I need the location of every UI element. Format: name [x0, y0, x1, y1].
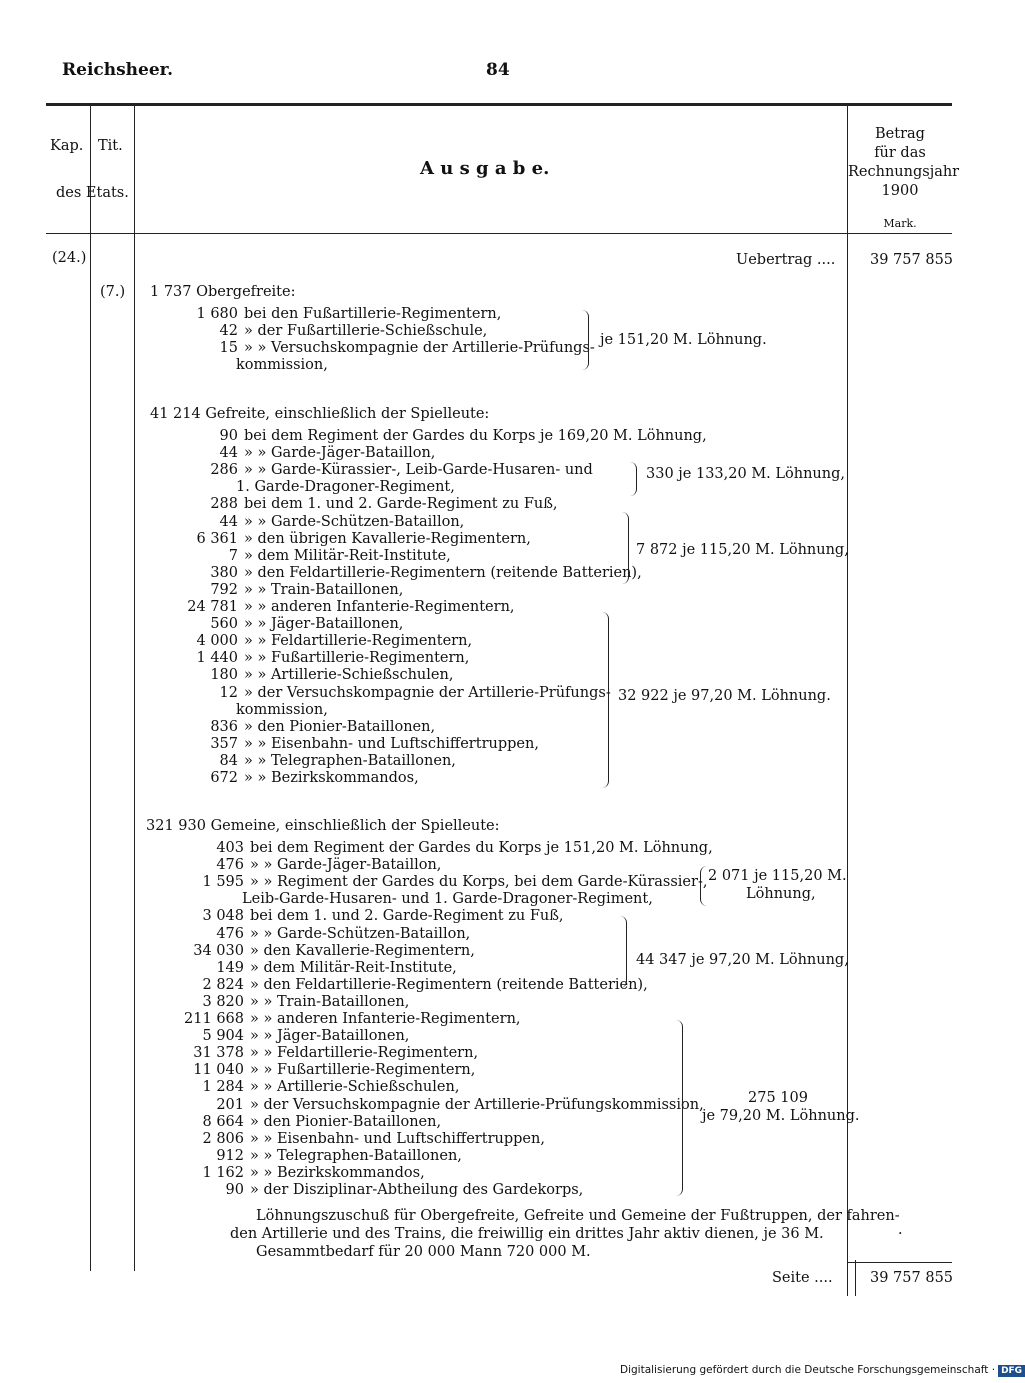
- row-text: » dem Militär-Reit-Institute,: [244, 547, 451, 564]
- row-count: 560: [210, 616, 238, 633]
- row-text: » » Train-Bataillonen,: [244, 581, 404, 598]
- row-count: 4 000: [196, 633, 238, 650]
- gemeine-rate-a2: Löhnung,: [746, 886, 816, 902]
- gefreite-rate-c: 32 922 je 97,20 M. Löhnung.: [618, 688, 831, 704]
- sum-rule: [847, 1262, 952, 1263]
- row-count: 3 048: [202, 908, 244, 925]
- gemeine-rate-a1: 2 071 je 115,20 M.: [708, 868, 847, 884]
- seite-label: Seite ....: [772, 1270, 833, 1286]
- row-text: » der Versuchskompagnie der Artillerie-Prüfungs-: [244, 684, 611, 701]
- row-text: » den Feldartillerie-Regimentern (reitende Batterien),: [250, 976, 648, 993]
- row-text: » den Feldartillerie-Regimentern (reitende Batterien),: [244, 564, 642, 581]
- row-count: 912: [216, 1147, 244, 1164]
- gemeine-heading: 321 930 Gemeine, einschließlich der Spielleute:: [146, 818, 500, 834]
- row-count: 6 361: [196, 530, 238, 547]
- gefreite-rate-b: 7 872 je 115,20 M. Löhnung,: [636, 542, 849, 558]
- row-count: 1 440: [196, 650, 238, 667]
- row-text: » » Telegraphen-Bataillonen,: [244, 752, 456, 769]
- row-count: 286: [210, 462, 238, 479]
- row-text: bei den Fußartillerie-Regimentern,: [244, 306, 502, 322]
- digitization-credit: [620, 1364, 1025, 1377]
- page-number: 84: [486, 60, 510, 80]
- row-text: » der Versuchskompagnie der Artillerie-Prüfungskommission,: [250, 1096, 704, 1113]
- row-text: bei dem 1. und 2. Garde-Regiment zu Fuß,: [250, 908, 564, 925]
- col-divider-kap: [90, 106, 91, 1271]
- header-tit: Tit.: [98, 138, 123, 154]
- header-rule: [46, 233, 952, 234]
- row-text: » » Eisenbahn- und Luftschiffertruppen,: [244, 735, 539, 752]
- row-count: 1 595: [202, 874, 244, 891]
- row-text: » » Bezirkskommandos,: [244, 770, 419, 786]
- row-count: 380: [210, 564, 238, 581]
- running-title: Reichsheer.: [62, 60, 173, 80]
- row-count: 672: [210, 770, 238, 786]
- gemeine-rate-c2: je 79,20 M. Löhnung.: [702, 1108, 860, 1124]
- kap-value: (24.): [52, 250, 87, 266]
- row-count: 180: [210, 667, 238, 684]
- header-ausgabe: A u s g a b e.: [420, 158, 550, 179]
- row-text: » den Kavallerie-Regimentern,: [250, 942, 475, 959]
- gefreite-brace-a: [630, 462, 637, 496]
- header-betrag-2: für das: [874, 145, 926, 161]
- row-count: 44: [219, 445, 238, 462]
- row-text: » » Jäger-Bataillonen,: [250, 1028, 410, 1045]
- row-text: bei dem Regiment der Gardes du Korps je 151,20 M. Löhnung,: [250, 840, 713, 856]
- row-count: 836: [210, 718, 238, 735]
- gemeine-brace-c: [676, 1020, 683, 1196]
- col-divider-amount-2: [855, 1260, 856, 1296]
- row-count: 42: [219, 323, 238, 339]
- gefreite-heading: 41 214 Gefreite, einschließlich der Spielleute:: [150, 406, 490, 422]
- row-count: 476: [216, 925, 244, 942]
- row-count: 90: [219, 428, 238, 444]
- row-count: 12: [219, 684, 238, 701]
- row-text: » » Artillerie-Schießschulen,: [244, 667, 454, 684]
- row-text: » » Telegraphen-Bataillonen,: [250, 1147, 462, 1164]
- row-text: » » Feldartillerie-Regimentern,: [250, 1045, 479, 1062]
- header-mark: Mark.: [883, 217, 917, 230]
- row-text: » den Pionier-Bataillonen,: [244, 718, 436, 735]
- row-count: 403: [216, 840, 244, 856]
- col-divider-tit: [134, 106, 135, 1271]
- row-count: 7: [228, 547, 238, 564]
- zuschuss-line2: den Artillerie und des Trains, die freiwillig ein drittes Jahr aktiv dienen, je 36 M.: [230, 1226, 824, 1242]
- row-count: 1 162: [202, 1164, 244, 1181]
- row-count: 8 664: [202, 1113, 244, 1130]
- row-count: 211 668: [184, 1011, 244, 1027]
- row-text: » den Pionier-Bataillonen,: [250, 1113, 442, 1130]
- row-text: » » Fußartillerie-Regimentern,: [250, 1062, 476, 1079]
- header-betrag-3: Rechnungsjahr: [848, 164, 960, 180]
- header-betrag-4: 1900: [881, 183, 919, 199]
- row-count: 1 284: [202, 1079, 244, 1096]
- row-count: 84: [219, 752, 238, 769]
- row-text: » » Garde-Schützen-Bataillon,: [244, 513, 465, 530]
- row-text: » dem Militär-Reit-Institute,: [250, 959, 457, 976]
- row-text: » » anderen Infanterie-Regimentern,: [244, 599, 515, 615]
- zuschuss-line1: Löhnungszuschuß für Obergefreite, Gefreite und Gemeine der Fußtruppen, der fahren-: [256, 1208, 900, 1224]
- obergefreite-rate: je 151,20 M. Löhnung.: [600, 332, 767, 348]
- row-text: kommission,: [236, 701, 328, 718]
- row-text: » » Jäger-Bataillonen,: [244, 616, 404, 633]
- row-count: 3 820: [202, 993, 244, 1010]
- uebertrag-label: Uebertrag ....: [736, 252, 836, 268]
- row-text: » » Artillerie-Schießschulen,: [250, 1079, 460, 1096]
- row-text: » » Garde-Jäger-Bataillon,: [250, 857, 442, 874]
- row-count: 149: [216, 959, 244, 976]
- row-count: 11 040: [193, 1062, 244, 1079]
- row-count: 792: [210, 581, 238, 598]
- zuschuss-line3: Gesammtbedarf für 20 000 Mann 720 000 M.: [256, 1244, 591, 1260]
- row-count: 288: [210, 496, 238, 513]
- row-text: 1. Garde-Dragoner-Regiment,: [236, 479, 455, 496]
- zuschuss-amount-mark: ·: [898, 1226, 903, 1242]
- gefreite-brace-b: [622, 512, 629, 584]
- row-text: » der Fußartillerie-Schießschule,: [244, 323, 488, 339]
- row-text: » » anderen Infanterie-Regimentern,: [250, 1011, 521, 1027]
- row-count: 201: [216, 1096, 244, 1113]
- row-count: 24 781: [187, 599, 238, 615]
- row-text: » » Train-Bataillonen,: [250, 993, 410, 1010]
- row-text: » » Fußartillerie-Regimentern,: [244, 650, 470, 667]
- row-count: 357: [210, 735, 238, 752]
- row-text: kommission,: [236, 357, 328, 373]
- credit-text: Digitalisierung gefördert durch die Deutsche Forschungsgemeinschaft ·: [620, 1364, 996, 1376]
- top-rule: [46, 103, 952, 106]
- gemeine-brace-b: [620, 916, 627, 988]
- gemeine-brace-a: [700, 866, 707, 906]
- row-text: » den übrigen Kavallerie-Regimentern,: [244, 530, 531, 547]
- uebertrag-amount: 39 757 855: [870, 252, 954, 268]
- row-count: 2 824: [202, 976, 244, 993]
- row-text: » » Eisenbahn- und Luftschiffertruppen,: [250, 1130, 545, 1147]
- row-count: 90: [225, 1182, 244, 1198]
- row-text: » » Bezirkskommandos,: [250, 1164, 425, 1181]
- header-betrag-1: Betrag: [875, 126, 925, 142]
- gefreite-brace-c: [602, 612, 609, 788]
- row-text: » » Regiment der Gardes du Korps, bei dem Garde-Kürassier-,: [250, 874, 708, 891]
- tit-value: (7.): [100, 284, 126, 300]
- header-des-etats: des Etats.: [56, 185, 129, 201]
- row-text: » » Garde-Kürassier-, Leib-Garde-Husaren- und: [244, 462, 593, 479]
- row-count: 44: [219, 513, 238, 530]
- row-text: » der Disziplinar-Abtheilung des Gardekorps,: [250, 1182, 584, 1198]
- row-text: Leib-Garde-Husaren- und 1. Garde-Dragoner-Regiment,: [242, 891, 653, 908]
- row-count: 31 378: [193, 1045, 244, 1062]
- gemeine-rate-c1: 275 109: [748, 1090, 808, 1106]
- header-kap: Kap.: [50, 138, 84, 154]
- row-count: 476: [216, 857, 244, 874]
- seite-amount: 39 757 855: [870, 1270, 954, 1286]
- row-text: bei dem 1. und 2. Garde-Regiment zu Fuß,: [244, 496, 558, 513]
- row-count: 1 680: [196, 306, 238, 322]
- gefreite-rate-a: 330 je 133,20 M. Löhnung,: [646, 466, 845, 482]
- row-count: 34 030: [193, 942, 244, 959]
- row-count: 2 806: [202, 1130, 244, 1147]
- obergefreite-brace: [582, 310, 589, 370]
- dfg-logo: DFG: [998, 1365, 1025, 1377]
- obergefreite-heading: 1 737 Obergefreite:: [150, 284, 296, 300]
- row-text: » » Garde-Schützen-Bataillon,: [250, 925, 471, 942]
- row-text: » » Feldartillerie-Regimentern,: [244, 633, 473, 650]
- row-text: bei dem Regiment der Gardes du Korps je 169,20 M. Löhnung,: [244, 428, 707, 444]
- row-text: » » Versuchskompagnie der Artillerie-Prüfungs-: [244, 340, 595, 356]
- row-count: 5 904: [202, 1028, 244, 1045]
- row-count: 15: [219, 340, 238, 356]
- gemeine-rate-b: 44 347 je 97,20 M. Löhnung,: [636, 952, 849, 968]
- row-text: » » Garde-Jäger-Bataillon,: [244, 445, 436, 462]
